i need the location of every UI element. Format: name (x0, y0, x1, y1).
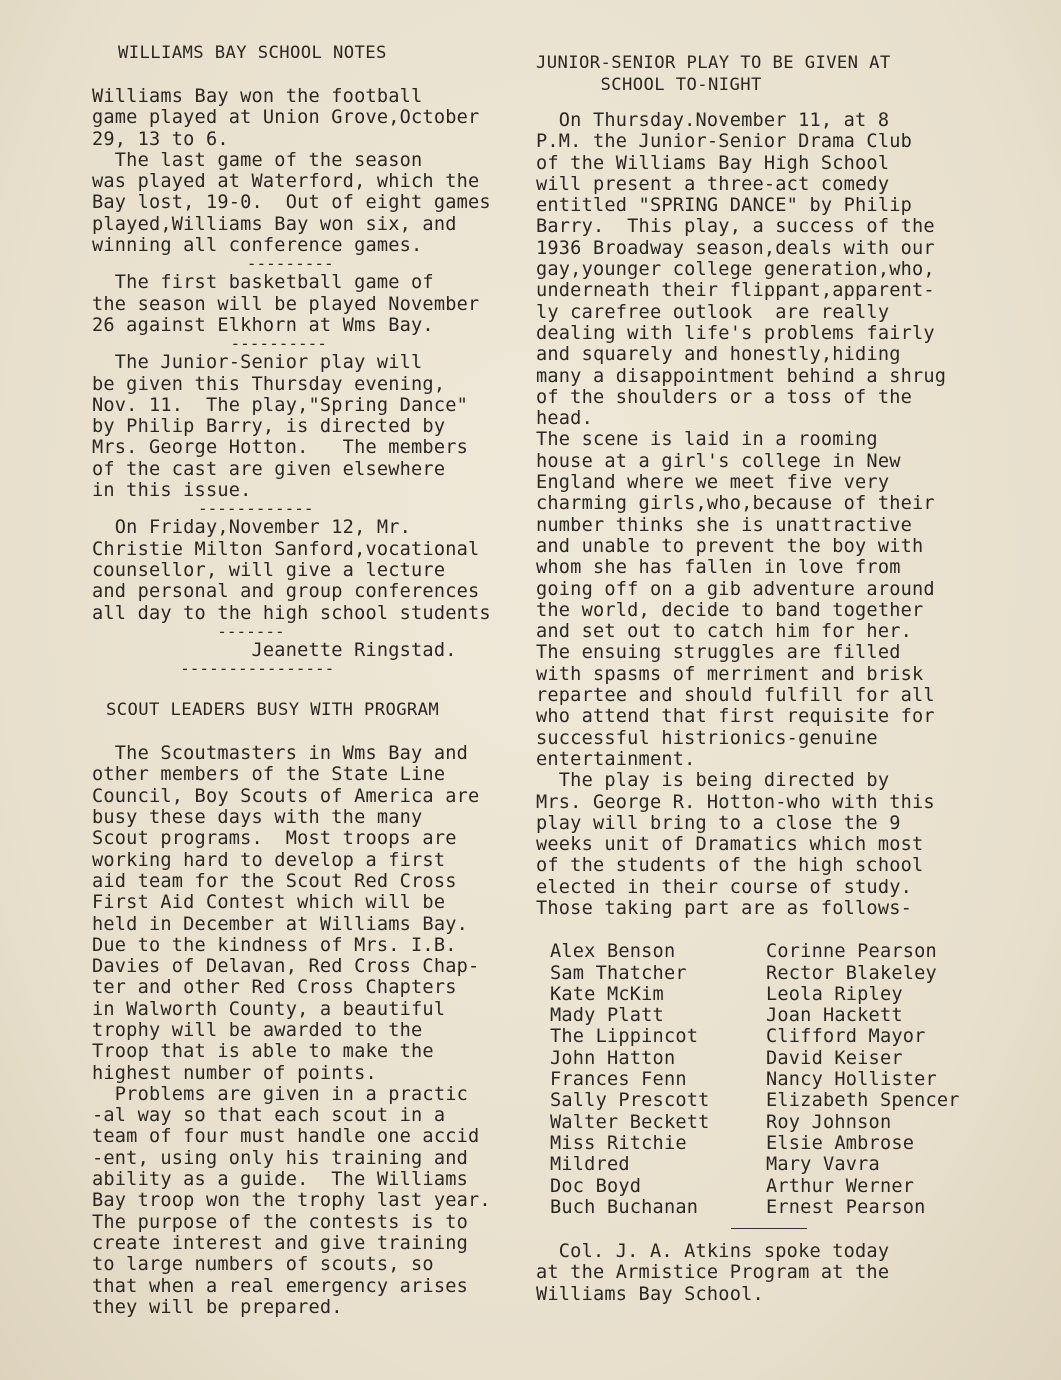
text-line: other members of the State Line (92, 764, 446, 786)
text-line: The play is being directed by (536, 770, 890, 792)
text-line: of the cast are given elsewhere (92, 458, 446, 480)
cast-member: Kate McKim (550, 983, 664, 1005)
text-line: Davies of Delavan, Red Cross Chap- (92, 956, 480, 978)
text-line: -ent, using only his training and (92, 1147, 469, 1169)
play-headline-line-2: SCHOOL TO-NIGHT (536, 75, 762, 95)
text-line: Mrs. George R. Hotton-who with this (536, 791, 935, 813)
text-line: whom she has fallen in love from (536, 557, 901, 579)
play-article-paragraph (536, 110, 996, 919)
text-line: The Scoutmasters in Wms Bay and (92, 743, 469, 765)
cast-member: Sally Prescott (550, 1090, 710, 1112)
left-column (92, 40, 542, 1318)
lecture-paragraph (92, 517, 542, 623)
cast-member: David Keiser (766, 1047, 903, 1069)
text-line: the world, decide to band together (536, 599, 924, 621)
text-line: that when a real emergency arises (92, 1275, 469, 1297)
text-line: at the Armistice Program at the (536, 1262, 890, 1284)
text-line: Due to the kindness of Mrs. I.B. (92, 934, 457, 956)
text-line: weeks unit of Dramatics which most (536, 834, 924, 856)
separator: --------- (218, 254, 334, 274)
cast-member: Ernest Pearson (766, 1196, 926, 1218)
text-line: Williams Bay won the football (92, 86, 423, 107)
cast-member: Roy Johnson (766, 1111, 892, 1133)
play-headline-line-1: JUNIOR-SENIOR PLAY TO BE GIVEN AT (536, 53, 891, 73)
text-line: be given this Thursday evening, (92, 373, 446, 395)
text-line: P.M. the Junior-Senior Drama Club (536, 131, 913, 153)
text-line: winning all conference games. (92, 235, 423, 257)
notes-title: WILLIAMS BAY SCHOOL NOTES (118, 43, 387, 63)
cast-member: Doc Boyd (550, 1175, 642, 1197)
text-line: underneath their flippant,apparent- (536, 280, 935, 302)
text-line: many a disappointment behind a shrug (536, 365, 947, 387)
text-line: by Philip Barry, is directed by (92, 416, 446, 438)
text-line: The ensuing struggles are filled (536, 642, 901, 664)
text-line: counsellor, will give a lecture (92, 559, 446, 581)
text-line: On Friday,November 12, Mr. (92, 517, 412, 539)
text-line: -al way so that each scout in a (92, 1105, 446, 1127)
text-line: and unable to prevent the boy with (536, 535, 924, 557)
cast-member: Joan Hackett (766, 1005, 903, 1027)
text-line: Troop that is able to make the (92, 1041, 434, 1063)
text-line: will present a three-act comedy (536, 173, 890, 195)
right-column (536, 52, 996, 1305)
text-line: Those taking part are as follows- (536, 897, 913, 919)
text-line: The first basketball game of (92, 272, 434, 294)
text-line: ter and other Red Cross Chapters (92, 977, 457, 999)
cast-member: Arthur Werner (766, 1175, 915, 1197)
text-line: The purpose of the contests is to (92, 1211, 469, 1233)
cast-member: Mary Vavra (766, 1154, 880, 1176)
text-line: gay,younger college generation,who, (536, 259, 935, 281)
cast-member: Elsie Ambrose (766, 1132, 915, 1154)
text-line: Nov. 11. The play,"Spring Dance" (92, 394, 469, 416)
text-line: working hard to develop a first (92, 849, 446, 871)
text-line: was played at Waterford, which the (92, 171, 480, 193)
text-line: Christie Milton Sanford,vocational (92, 538, 480, 560)
separator: ------- (92, 621, 285, 641)
cast-member: Corinne Pearson (766, 941, 937, 963)
text-line: game played at Union Grove,October (92, 107, 480, 129)
text-line: 1936 Broadway season,deals with our (536, 237, 935, 259)
cast-member: Mady Platt (550, 1005, 664, 1027)
text-line: create interest and give training (92, 1232, 469, 1254)
cast-member: Leola Ripley (766, 983, 903, 1005)
text-line: On Thursday.November 11, at 8 (536, 110, 890, 131)
text-line: going off on a gib adventure around (536, 578, 935, 600)
text-line: Scout programs. Most troops are (92, 828, 457, 850)
cast-member: The Lippincot (550, 1026, 699, 1048)
text-line: successful histrionics-genuine (536, 727, 878, 749)
separator: ------------ (92, 499, 314, 519)
byline: Jeanette Ringstad. (92, 639, 457, 661)
scout-paragraph (92, 743, 542, 1318)
text-line: ability as a guide. The Williams (92, 1169, 469, 1191)
football-paragraph (92, 86, 542, 256)
basketball-paragraph (92, 272, 542, 336)
text-line: play will bring to a close the 9 (536, 812, 901, 834)
cast-member: Frances Fenn (550, 1069, 687, 1091)
cast-member: Clifford Mayor (766, 1026, 926, 1048)
text-line: busy these days with the many (92, 807, 423, 829)
text-line: of the students of the high school (536, 855, 924, 877)
divider-rule (731, 1228, 807, 1229)
text-line: of the shoulders or a toss of the (536, 386, 913, 408)
cast-member: Elizabeth Spencer (766, 1090, 960, 1112)
text-line: Williams Bay School. (536, 1283, 764, 1305)
cast-member: Nancy Hollister (766, 1069, 937, 1091)
separator: ---------------- (132, 659, 335, 679)
text-line: and squarely and honestly,hiding (536, 344, 901, 366)
text-line: First Aid Contest which will be (92, 892, 446, 914)
text-line: who attend that first requisite for (536, 706, 935, 728)
text-line: entertainment. (536, 748, 696, 770)
text-line: trophy will be awarded to the (92, 1019, 423, 1041)
text-line: Bay troop won the trophy last year. (92, 1190, 491, 1212)
cast-member: Walter Beckett (550, 1111, 710, 1133)
text-line: Col. J. A. Atkins spoke today (536, 1241, 890, 1263)
text-line: ly carefree outlook are really (536, 301, 890, 323)
cast-member: Miss Ritchie (550, 1132, 687, 1154)
text-line: the season will be played November (92, 293, 480, 315)
text-line: house at a girl's college in New (536, 450, 901, 472)
scout-section-title: SCOUT LEADERS BUSY WITH PROGRAM (106, 700, 440, 721)
text-line: of the Williams Bay High School (536, 152, 890, 174)
cast-member: Buch Buchanan (550, 1196, 699, 1218)
text-line: aid team for the Scout Red Cross (92, 870, 457, 892)
cast-list (550, 941, 996, 1218)
text-line: The Junior-Senior play will (92, 352, 423, 374)
text-line: held in December at Williams Bay. (92, 913, 469, 935)
text-line: The last game of the season (92, 149, 423, 171)
text-line: in Walworth County, a beautiful (92, 998, 446, 1020)
cast-member: Alex Benson (550, 941, 676, 963)
text-line: dealing with life's problems fairly (536, 322, 935, 344)
cast-member: Sam Thatcher (550, 962, 687, 984)
text-line: Problems are given in a practic (92, 1083, 469, 1105)
text-line: Bay lost, 19-0. Out of eight games (92, 192, 491, 214)
text-line: all day to the high school students (92, 602, 491, 624)
text-line: entitled "SPRING DANCE" by Philip (536, 195, 913, 217)
text-line: elected in their course of study. (536, 876, 913, 898)
text-line: to large numbers of scouts, so (92, 1254, 434, 1276)
text-line: Council, Boy Scouts of America are (92, 785, 480, 807)
text-line: and personal and group conferences (92, 581, 480, 603)
text-line: 29, 13 to 6. (92, 128, 229, 150)
text-line: in this issue. (92, 480, 252, 502)
text-line: and set out to catch him for her. (536, 621, 913, 643)
text-line: 26 against Elkhorn at Wms Bay. (92, 314, 434, 336)
text-line: team of four must handle one accid (92, 1126, 480, 1148)
text-line: Mrs. George Hotton. The members (92, 437, 469, 459)
separator: ---------- (192, 334, 327, 354)
text-line: repartee and should fulfill for all (536, 685, 935, 707)
text-line: with spasms of merriment and brisk (536, 663, 924, 685)
cast-member: Rector Blakeley (766, 962, 937, 984)
text-line: number thinks she is unattractive (536, 514, 913, 536)
cast-member: Mildred (550, 1154, 630, 1176)
play-notice-paragraph (92, 352, 542, 501)
text-line: England where we meet five very (536, 472, 890, 494)
text-line: The scene is laid in a rooming (536, 429, 878, 451)
text-line: highest number of points. (92, 1062, 377, 1084)
armistice-paragraph (536, 1241, 996, 1305)
text-line: they will be prepared. (92, 1296, 343, 1318)
text-line: played,Williams Bay won six, and (92, 213, 457, 235)
text-line: head. (536, 408, 593, 430)
text-line: charming girls,who,because of their (536, 493, 935, 515)
cast-member: John Hatton (550, 1047, 676, 1069)
text-line: Barry. This play, a success of the (536, 216, 935, 238)
